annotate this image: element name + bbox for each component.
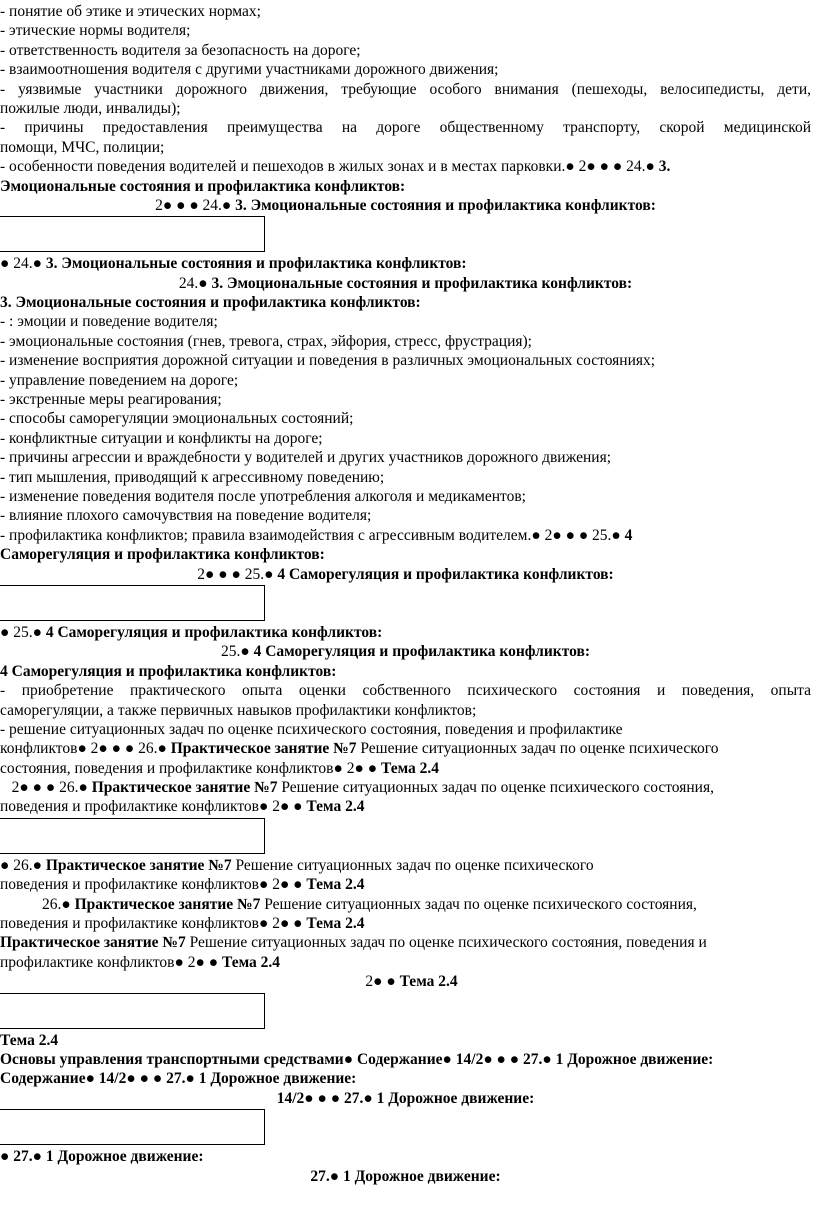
marker-text: 26.● [42,895,75,913]
list-item: - причины предоставления преимущества на дороге общественному транспорту, скорой медицинской [0,119,811,137]
tema-label: Тема 2.4 [380,759,440,777]
heading-text: 3. Эмоциональные состояния и профилактика конфликтов: [211,274,633,292]
list-item: - влияние плохого самочувствия на поведение водителя; [0,507,372,525]
marker-text: ● 25.● [0,623,46,641]
list-item: - экстренные меры реагирования; [0,391,222,409]
list-item: - решение ситуационных задач по оценке психического состояния, поведения и профилактике [0,720,623,738]
heading-text: 4 Саморегуляция и профилактика конфликтов: [45,623,383,641]
tema-heading [0,1147,811,1166]
practice-line [0,933,811,952]
tema-label: Тема 2.4 [306,915,365,933]
heading-text: 1 Дорожное движение: [342,1167,501,1185]
heading-text: Содержание● 14/2● ● ● 27.● [356,1050,556,1068]
marker-text: ● 27.● [0,1148,46,1166]
tema-heading: Тема 2.4 [0,1031,59,1049]
tema-label: Тема 2.4 [306,798,365,816]
list-item: - понятие об этике и этических нормах; [0,3,261,20]
tema-heading [0,1050,811,1069]
list-item: - этические нормы водителя; [0,22,191,40]
list-item: - управление поведением на дороге; [0,371,239,389]
empty-table-cell [0,818,265,854]
list-item: - ответственность водителя за безопасность на дороге; [0,41,361,59]
heading-text: 3. Эмоциональные состояния и профилактика конфликтов: [235,196,656,214]
list-item: - конфликтные ситуации и конфликты на дороге; [0,429,323,447]
practice-label: Практическое занятие №7 [45,856,232,874]
section-heading-repeat [0,623,811,642]
practice-text: Решение ситуационных задач по оценке психического [231,856,594,874]
empty-table-cell [0,1109,265,1145]
practice-line [0,778,811,797]
list-item: - взаимоотношения водителя с другими участниками дорожного движения; [0,61,499,79]
marker-text: 25.● [220,643,254,661]
list-item [0,526,811,545]
list-item [0,157,811,176]
list-item: - тип мышления, приводящий к агрессивному поведению; [0,468,385,486]
practice-label: Практическое занятие №7 [91,779,278,797]
empty-table-cell [0,216,265,252]
tema-heading [0,1167,811,1186]
heading-text: 1 Дорожное движение: [555,1050,714,1068]
marker-text: 2● ● ● 25.● [197,565,278,583]
list-item: пожилые люди, инвалиды); [0,99,181,117]
heading-text: 3. Эмоциональные состояния и профилактика конфликтов: [45,255,467,273]
list-item-text: конфликтов● 2● ● ● 26.● [0,740,171,758]
heading-text: 1 Дорожное движение: [376,1089,535,1107]
practice-line [0,914,811,933]
tema-heading [0,1089,811,1108]
practice-text: профилактике конфликтов● 2● ● [0,953,222,971]
heading-text: 4 Саморегуляция и профилактика конфликтов: [277,565,614,583]
practice-label: Практическое занятие №7 [170,740,357,758]
practice-text: состояния, поведения и профилактике конфликтов● 2● ● [0,759,381,777]
heading-text: 4 Саморегуляция и профилактика конфликтов: [253,643,591,661]
list-item: - уязвимые участники дорожного движения, требующие особого внимания (пешеходы, велосипедисты, дети, [0,80,811,98]
section-number: 3. [658,158,671,176]
practice-text: поведения и профилактике конфликтов● 2● ● [0,798,307,816]
marker-text: ● 26.● [0,856,46,874]
section-number: 4 [624,526,633,544]
heading-text: 1 Дорожное движение: [45,1148,204,1166]
practice-label: Практическое занятие №7 [74,895,261,913]
marker-text: 27.● [310,1167,343,1185]
marker-text: 24.● [178,274,212,292]
list-item [0,739,811,758]
list-item: - эмоциональные состояния (гнев, тревога, страх, эйфория, стресс, фрустрация); [0,332,532,350]
tema-label: Тема 2.4 [221,953,281,971]
practice-text: Решение ситуационных задач по оценке психического состояния, поведения и [185,934,707,952]
practice-label: Практическое занятие №7 [0,934,186,952]
practice-text: Решение ситуационных задач по оценке психического [356,740,719,758]
section-heading: Эмоциональные состояния и профилактика конфликтов: [0,177,406,195]
practice-line [0,759,811,778]
practice-text: Решение ситуационных задач по оценке психического состояния, [260,895,697,913]
heading-text: Содержание● 14/2● ● ● 27.● [0,1070,199,1088]
list-item: - изменение поведения водителя после употребления алкоголя и медикаментов; [0,487,526,505]
marker-text: 2● ● [365,973,400,991]
practice-line [0,895,811,914]
empty-table-cell [0,993,265,1029]
list-item-text: - профилактика конфликтов; правила взаимодействия с агрессивным водителем.● 2● ● ● 25.● [0,526,625,544]
list-item: помощи, МЧС, полиции; [0,138,165,156]
practice-text: поведения и профилактике конфликтов● 2● ● [0,915,307,933]
practice-line [0,797,811,816]
list-item: - приобретение практического опыта оценки собственного психического состояния и поведения, опыта [0,682,811,700]
marker-text: 2● ● ● 26.● [0,779,92,797]
practice-line [0,856,811,875]
list-item-text: - особенности поведения водителей и пешеходов в жилых зонах и в местах парковки.● 2● ● ● 24.● [0,158,659,176]
section-heading: Саморегуляция и профилактика конфликтов: [0,546,325,564]
tema-heading [0,1069,811,1088]
heading-text: 1 Дорожное движение: [198,1070,357,1088]
list-item: - : эмоции и поведение водителя; [0,313,218,331]
section-heading-repeat [0,196,811,215]
tema-label: Тема 2.4 [399,973,458,991]
list-item: саморегуляции, а также первичных навыков профилактики конфликтов; [0,701,477,719]
section-heading-repeat [0,274,811,293]
marker-text: 14/2● ● ● 27.● [276,1089,377,1107]
section-heading-repeat [0,565,811,584]
marker-text: ● 24.● [0,255,46,273]
empty-table-cell [0,585,265,621]
practice-line [0,875,811,894]
practice-line [0,953,811,972]
heading-text: Основы управления транспортными средствами● [0,1050,357,1068]
practice-text: Решение ситуационных задач по оценке психического состояния, [277,779,714,797]
list-item: - причины агрессии и враждебности у водителей и других участников дорожного движения; [0,449,612,467]
list-item: - способы саморегуляции эмоциональных состояний; [0,410,354,428]
practice-text: поведения и профилактике конфликтов● 2● ● [0,876,307,894]
tema-line [0,972,811,991]
list-item: - изменение восприятия дорожной ситуации и поведения в различных эмоциональных состояниях; [0,352,656,370]
marker-text: 2● ● ● 24.● [155,196,236,214]
tema-label: Тема 2.4 [306,876,365,894]
section-heading: 3. Эмоциональные состояния и профилактика конфликтов: [0,294,421,312]
section-heading-repeat [0,642,811,661]
section-heading-repeat [0,254,811,273]
section-heading: 4 Саморегуляция и профилактика конфликтов: [0,662,337,680]
